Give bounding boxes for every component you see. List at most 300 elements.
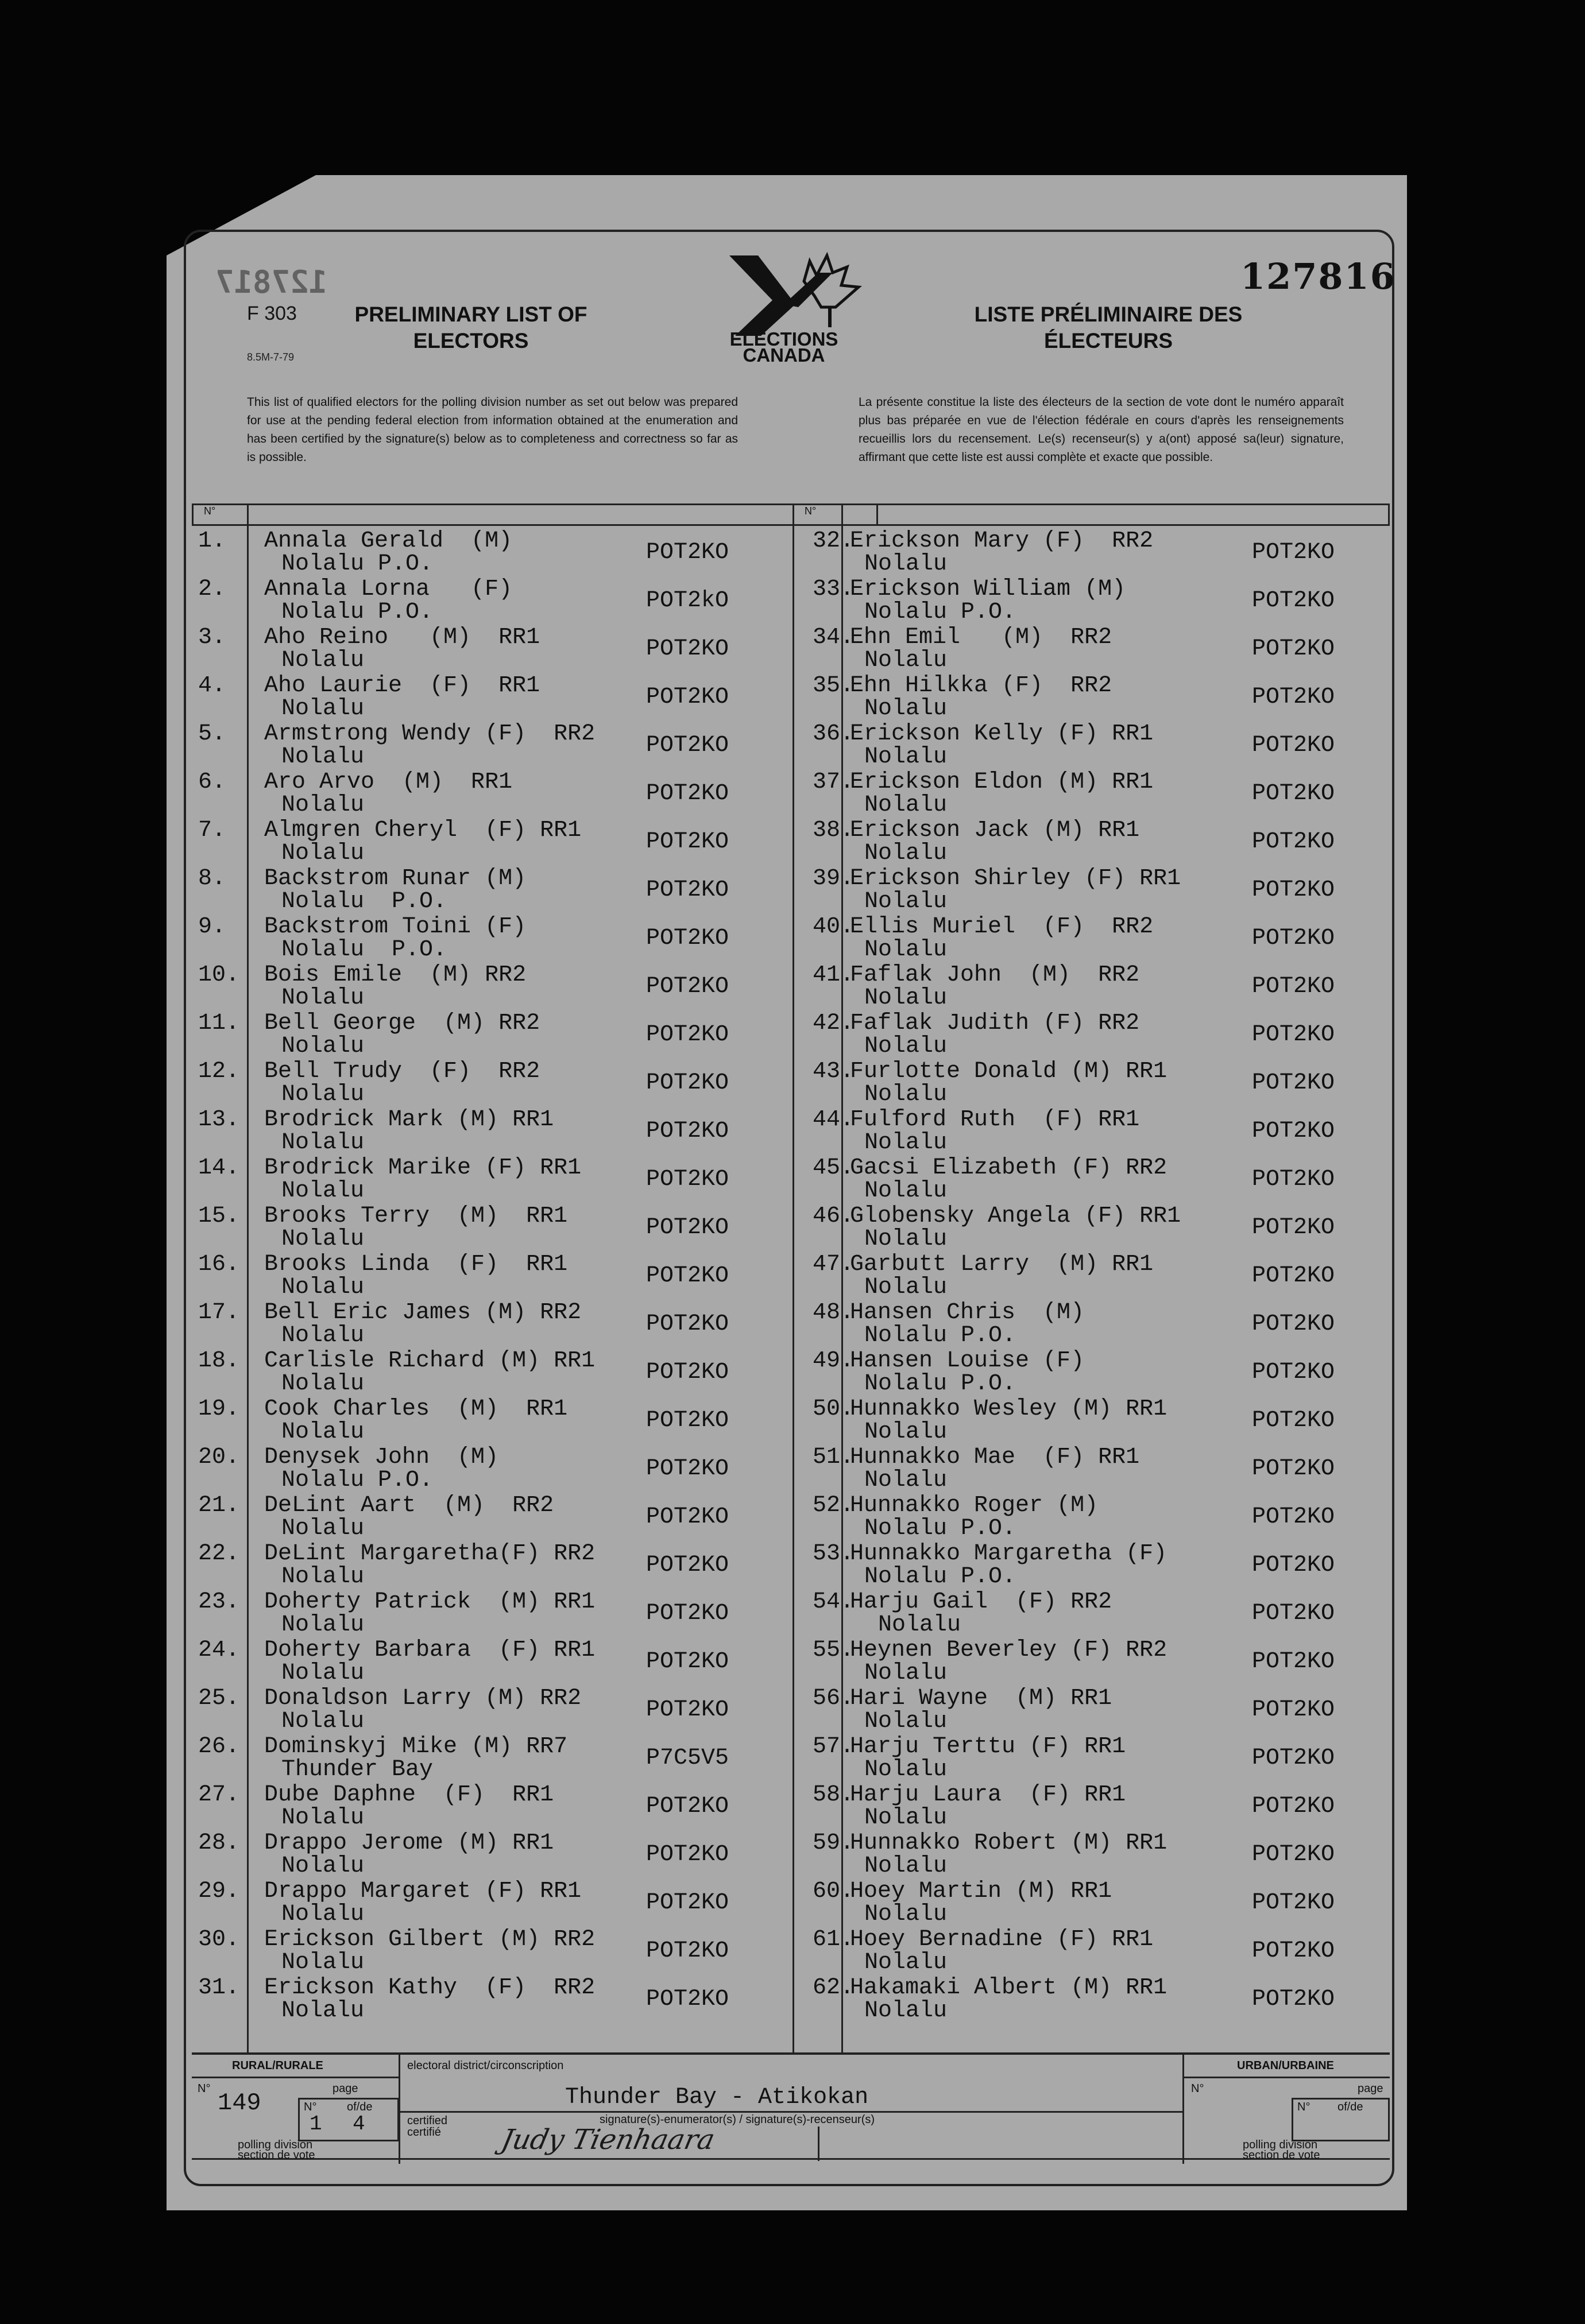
- elector-postal-code: POT2KO: [646, 1070, 729, 1096]
- elector-name: Faflak John (M) RR2: [850, 962, 1140, 988]
- elector-address: Nolalu: [281, 744, 365, 770]
- elector-number: 13.: [198, 1107, 240, 1133]
- elector-postal-code: POT2KO: [646, 1263, 729, 1289]
- elector-address: Nolalu: [864, 937, 948, 963]
- elector-number: 6.: [198, 769, 226, 795]
- elector-number: 58.: [813, 1782, 855, 1808]
- elector-address: Nolalu: [281, 1901, 365, 1927]
- elector-number: 30.: [198, 1927, 240, 1953]
- elector-number: 3.: [198, 625, 226, 650]
- district-rule: [399, 2111, 1182, 2113]
- elector-number: 62.: [813, 1975, 855, 2001]
- elector-address: Nolalu P.O.: [281, 937, 447, 963]
- elector-postal-code: POT2KO: [646, 1022, 729, 1048]
- elector-name: Hunnakko Roger (M): [850, 1493, 1099, 1519]
- elector-number: 22.: [198, 1541, 240, 1567]
- elector-number: 27.: [198, 1782, 240, 1808]
- elector-name: Harju Gail (F) RR2: [850, 1589, 1112, 1615]
- elector-postal-code: POT2KO: [1252, 684, 1335, 710]
- elector-postal-code: POT2KO: [646, 1456, 729, 1482]
- elector-postal-code: POT2KO: [1252, 1504, 1335, 1530]
- footer-rule-urban: [1182, 2077, 1390, 2078]
- elector-address: Nolalu: [281, 985, 365, 1011]
- elector-name: Brooks Terry (M) RR1: [264, 1203, 568, 1229]
- elector-address: Nolalu: [864, 1950, 948, 1976]
- certified-label: certified certifié: [407, 2114, 448, 2139]
- elector-number: 52.: [813, 1493, 855, 1519]
- elector-address: Nolalu: [281, 1950, 365, 1976]
- elector-name: Denysek John (M): [264, 1444, 499, 1470]
- elector-postal-code: POT2KO: [1252, 1167, 1335, 1192]
- elector-number: 44.: [813, 1107, 855, 1133]
- urban-label: URBAN/URBAINE: [1237, 2059, 1334, 2072]
- elector-number: 59.: [813, 1830, 855, 1856]
- elector-postal-code: POT2kO: [646, 588, 729, 614]
- elector-name: Bell Eric James (M) RR2: [264, 1300, 582, 1326]
- elector-row: [167, 818, 1407, 866]
- elector-row: [167, 1155, 1407, 1203]
- elector-number: 55.: [813, 1637, 855, 1663]
- elector-address: Nolalu: [864, 1082, 948, 1107]
- elector-name: Armstrong Wendy (F) RR2: [264, 721, 596, 747]
- urban-page-label: page: [1358, 2082, 1383, 2095]
- elector-postal-code: POT2KO: [646, 684, 729, 710]
- elector-address: Nolalu: [281, 1709, 365, 1734]
- elector-address: Nolalu: [281, 840, 365, 866]
- elector-address: Nolalu: [281, 1805, 365, 1831]
- elector-postal-code: POT2KO: [1252, 1794, 1335, 1819]
- elector-address: Nolalu: [864, 1998, 948, 2024]
- elector-postal-code: POT2KO: [1252, 1022, 1335, 1048]
- rural-label: RURAL/RURALE: [232, 2059, 323, 2072]
- elector-number: 24.: [198, 1637, 240, 1663]
- elector-row: [167, 528, 1407, 576]
- elector-number: 29.: [198, 1878, 240, 1904]
- elector-row: [167, 1927, 1407, 1975]
- elector-address: Nolalu: [281, 1516, 365, 1541]
- rural-no-label: N°: [198, 2082, 211, 2095]
- elector-postal-code: POT2KO: [646, 925, 729, 951]
- elector-postal-code: POT2KO: [1252, 877, 1335, 903]
- elector-postal-code: POT2KO: [1252, 733, 1335, 758]
- column-header-left: N°: [192, 503, 878, 525]
- elector-address: Nolalu: [864, 1757, 948, 1783]
- elector-row: [167, 1107, 1407, 1155]
- elector-address: Nolalu: [864, 1901, 948, 1927]
- elector-postal-code: POT2KO: [1252, 1601, 1335, 1626]
- elector-postal-code: P7C5V5: [646, 1745, 729, 1771]
- elector-number: 31.: [198, 1975, 240, 2001]
- elector-address: Nolalu: [864, 840, 948, 866]
- elector-name: Donaldson Larry (M) RR2: [264, 1686, 582, 1711]
- elector-row: [167, 1444, 1407, 1493]
- table-top-rule: [192, 503, 1390, 505]
- elector-number: 60.: [813, 1878, 855, 1904]
- elector-postal-code: POT2KO: [1252, 1456, 1335, 1482]
- elector-row: [167, 1830, 1407, 1878]
- elector-number: 43.: [813, 1059, 855, 1084]
- elector-name: Garbutt Larry (M) RR1: [850, 1252, 1154, 1277]
- elector-address: Nolalu: [864, 1467, 948, 1493]
- elector-address: Nolalu P.O.: [281, 889, 447, 915]
- elector-postal-code: POT2KO: [646, 733, 729, 758]
- elector-row: [167, 1203, 1407, 1252]
- elector-address: Nolalu P.O.: [864, 1371, 1016, 1397]
- elector-postal-code: POT2KO: [1252, 1697, 1335, 1723]
- elector-number: 50.: [813, 1396, 855, 1422]
- elector-name: Aho Reino (M) RR1: [264, 625, 540, 650]
- urban-no-label: N°: [1191, 2082, 1204, 2095]
- elector-address: Nolalu: [864, 1130, 948, 1156]
- elector-name: Brodrick Mark (M) RR1: [264, 1107, 554, 1133]
- elector-postal-code: POT2KO: [1252, 1890, 1335, 1916]
- elector-address: Nolalu: [281, 1371, 365, 1397]
- elector-address: Nolalu: [281, 1419, 365, 1445]
- intro-text-english: This list of qualified electors for the polling division number as set out below was prepared for use at the pending federal election from information obtained at the enumeration and has been certified by the signature(s) below as to completeness and correctness so far as is possible.: [247, 396, 738, 464]
- elector-address: Nolalu: [281, 696, 365, 722]
- elector-address: Nolalu: [864, 551, 948, 577]
- elector-postal-code: POT2KO: [646, 1552, 729, 1578]
- elector-postal-code: POT2KO: [646, 1601, 729, 1626]
- elector-name: Backstrom Runar (M): [264, 866, 527, 892]
- elector-number: 39.: [813, 866, 855, 892]
- elector-number: 35.: [813, 673, 855, 699]
- page-total: 4: [353, 2112, 365, 2136]
- elector-name: Aho Laurie (F) RR1: [264, 673, 540, 699]
- elector-postal-code: POT2KO: [1252, 588, 1335, 614]
- elector-name: Carlisle Richard (M) RR1: [264, 1348, 596, 1374]
- elector-number: 40.: [813, 914, 855, 940]
- elector-postal-code: POT2KO: [1252, 974, 1335, 1000]
- form-footer: [192, 2052, 1390, 2187]
- elector-name: Hansen Chris (M): [850, 1300, 1085, 1326]
- elector-number: 12.: [198, 1059, 240, 1084]
- elector-postal-code: POT2KO: [646, 1408, 729, 1434]
- elector-postal-code: POT2KO: [646, 829, 729, 855]
- elector-postal-code: POT2KO: [1252, 1070, 1335, 1096]
- elector-postal-code: POT2KO: [1252, 781, 1335, 807]
- elector-name: Hunnakko Mae (F) RR1: [850, 1444, 1140, 1470]
- elector-number: 54.: [813, 1589, 855, 1615]
- elector-number: 41.: [813, 962, 855, 988]
- elector-address: Nolalu: [864, 1275, 948, 1300]
- elector-number: 45.: [813, 1155, 855, 1181]
- intro-text-french: La présente constitue la liste des électeurs de la section de vote dont le numéro apparaît plus bas préparée en vue de l'élection fédérale en cours d'après les renseignements recueillis lors du recensement. Le(s) recenseur(s) y a(ont) apposé sa(leur) signature, affirmant que cette liste est aussi complète et exacte que possible.: [859, 396, 1344, 464]
- elector-name: Dube Daphne (F) RR1: [264, 1782, 554, 1808]
- elector-address: Nolalu: [864, 889, 948, 915]
- elector-number: 15.: [198, 1203, 240, 1229]
- elector-address: Nolalu: [281, 1178, 365, 1204]
- elector-row: [167, 576, 1407, 625]
- elector-postal-code: POT2KO: [1252, 1745, 1335, 1771]
- elector-postal-code: POT2KO: [646, 877, 729, 903]
- elector-number: 23.: [198, 1589, 240, 1615]
- elector-number: 7.: [198, 818, 226, 843]
- elector-row: [167, 1734, 1407, 1782]
- elector-address: Nolalu P.O.: [281, 1467, 434, 1493]
- elector-address: Nolalu: [864, 1612, 961, 1638]
- elector-number: 25.: [198, 1686, 240, 1711]
- elector-address: Nolalu P.O.: [281, 599, 434, 625]
- elector-name: Ellis Muriel (F) RR2: [850, 914, 1154, 940]
- elector-row: [167, 1589, 1407, 1637]
- elector-address: Nolalu: [281, 648, 365, 673]
- elector-name: Bell Trudy (F) RR2: [264, 1059, 540, 1084]
- elector-number: 49.: [813, 1348, 855, 1374]
- elector-postal-code: POT2KO: [646, 1697, 729, 1723]
- elector-name: Almgren Cheryl (F) RR1: [264, 818, 582, 843]
- elector-name: Harju Laura (F) RR1: [850, 1782, 1126, 1808]
- elector-list-sheet: [167, 175, 1407, 2210]
- elector-postal-code: POT2KO: [1252, 1938, 1335, 1964]
- elector-address: Nolalu: [281, 1226, 365, 1252]
- elector-address: Nolalu: [864, 1226, 948, 1252]
- elector-name: Cook Charles (M) RR1: [264, 1396, 568, 1422]
- elector-row: [167, 1975, 1407, 2023]
- elector-number: 38.: [813, 818, 855, 843]
- elector-row: [167, 1348, 1407, 1396]
- elector-row: [167, 1252, 1407, 1300]
- elector-postal-code: POT2KO: [1252, 829, 1335, 855]
- elector-number: 61.: [813, 1927, 855, 1953]
- elector-address: Nolalu: [281, 1130, 365, 1156]
- elector-row: [167, 1541, 1407, 1589]
- elector-postal-code: POT2KO: [1252, 1311, 1335, 1337]
- elector-row: [167, 1059, 1407, 1107]
- elector-number: 8.: [198, 866, 226, 892]
- elector-number: 14.: [198, 1155, 240, 1181]
- elector-address: Nolalu: [281, 1275, 365, 1300]
- urban-page-of-label: of/de: [1337, 2101, 1363, 2113]
- elector-name: Hoey Bernadine (F) RR1: [850, 1927, 1154, 1953]
- elector-number: 5.: [198, 721, 226, 747]
- elector-name: Erickson Kathy (F) RR2: [264, 1975, 596, 2001]
- table-header-rule: [192, 524, 1390, 526]
- elector-postal-code: POT2KO: [646, 1359, 729, 1385]
- elector-number: 48.: [813, 1300, 855, 1326]
- elector-name: Erickson Eldon (M) RR1: [850, 769, 1154, 795]
- elector-name: Heynen Beverley (F) RR2: [850, 1637, 1168, 1663]
- polling-label-urban: polling division section de vote: [1243, 2139, 1320, 2162]
- elector-row: [167, 721, 1407, 769]
- elector-number: 28.: [198, 1830, 240, 1856]
- elector-name: Ehn Emil (M) RR2: [850, 625, 1112, 650]
- elector-address: Nolalu P.O.: [864, 1516, 1016, 1541]
- elector-number: 37.: [813, 769, 855, 795]
- rural-page-label: page: [333, 2082, 358, 2095]
- elector-number: 1.: [198, 528, 226, 554]
- elector-address: Nolalu P.O.: [864, 599, 1016, 625]
- elector-row: [167, 1686, 1407, 1734]
- elector-address: Nolalu: [281, 1998, 365, 2024]
- elector-postal-code: POT2KO: [646, 1842, 729, 1868]
- elector-name: Doherty Barbara (F) RR1: [264, 1637, 596, 1663]
- elector-address: Nolalu P.O.: [281, 551, 434, 577]
- elector-number: 57.: [813, 1734, 855, 1760]
- elector-postal-code: POT2KO: [646, 1504, 729, 1530]
- elector-row: [167, 1493, 1407, 1541]
- elector-postal-code: POT2KO: [1252, 540, 1335, 565]
- elector-number: 53.: [813, 1541, 855, 1567]
- elector-number: 42.: [813, 1010, 855, 1036]
- elector-address: Nolalu: [281, 1853, 365, 1879]
- elector-postal-code: POT2KO: [1252, 925, 1335, 951]
- elector-name: Faflak Judith (F) RR2: [850, 1010, 1140, 1036]
- elector-row: [167, 1300, 1407, 1348]
- elector-address: Nolalu: [281, 1660, 365, 1686]
- elector-row: [167, 1637, 1407, 1686]
- elector-name: Erickson Kelly (F) RR1: [850, 721, 1154, 747]
- elector-address: Nolalu: [864, 1033, 948, 1059]
- elector-name: Aro Arvo (M) RR1: [264, 769, 513, 795]
- elector-postal-code: POT2KO: [646, 1794, 729, 1819]
- elector-address: Nolalu: [864, 1709, 948, 1734]
- elector-name: Erickson William (M): [850, 576, 1126, 602]
- polling-division-number: 149: [218, 2089, 261, 2117]
- elector-address: Nolalu: [864, 696, 948, 722]
- elector-number: 32.: [813, 528, 855, 554]
- district-label: electoral district/circonscription: [407, 2059, 564, 2072]
- footer-rule-rural: [192, 2077, 399, 2078]
- elector-number: 2.: [198, 576, 226, 602]
- elector-address: Nolalu: [281, 792, 365, 818]
- elector-name: Furlotte Donald (M) RR1: [850, 1059, 1168, 1084]
- elector-name: Hunnakko Margaretha (F): [850, 1541, 1168, 1567]
- elector-number: 33.: [813, 576, 855, 602]
- elector-address: Nolalu: [281, 1033, 365, 1059]
- elector-name: Hari Wayne (M) RR1: [850, 1686, 1112, 1711]
- elector-postal-code: POT2KO: [646, 636, 729, 662]
- elector-postal-code: POT2KO: [1252, 1215, 1335, 1241]
- elector-postal-code: POT2KO: [646, 1118, 729, 1144]
- elector-number: 34.: [813, 625, 855, 650]
- elector-postal-code: POT2KO: [646, 1938, 729, 1964]
- elector-name: Bell George (M) RR2: [264, 1010, 540, 1036]
- signature-divider: [818, 2127, 819, 2161]
- elector-row: [167, 1878, 1407, 1927]
- elector-number: 36.: [813, 721, 855, 747]
- elector-number: 51.: [813, 1444, 855, 1470]
- elector-number: 9.: [198, 914, 226, 940]
- elector-postal-code: POT2KO: [646, 974, 729, 1000]
- electoral-district: Thunder Bay - Atikokan: [565, 2085, 869, 2110]
- elector-name: Hoey Martin (M) RR1: [850, 1878, 1112, 1904]
- elector-row: [167, 866, 1407, 914]
- elector-address: Nolalu: [864, 985, 948, 1011]
- elector-name: Doherty Patrick (M) RR1: [264, 1589, 596, 1615]
- elector-address: Nolalu: [864, 1178, 948, 1204]
- elector-address: Nolalu: [864, 1853, 948, 1879]
- elector-name: Ehn Hilkka (F) RR2: [850, 673, 1112, 699]
- elector-postal-code: POT2KO: [1252, 1408, 1335, 1434]
- page-no-label: N°: [304, 2101, 317, 2113]
- elector-row: [167, 673, 1407, 721]
- title-english: PRELIMINARY LIST OF ELECTORS: [354, 303, 587, 353]
- elector-name: DeLint Aart (M) RR2: [264, 1493, 554, 1519]
- elector-row: [167, 769, 1407, 818]
- elector-postal-code: POT2KO: [1252, 1842, 1335, 1868]
- form-print-code: 8.5M-7-79: [247, 351, 295, 363]
- elector-postal-code: POT2KO: [1252, 1263, 1335, 1289]
- elector-number: 56.: [813, 1686, 855, 1711]
- elector-number: 26.: [198, 1734, 240, 1760]
- elector-number: 4.: [198, 673, 226, 699]
- elector-postal-code: POT2KO: [646, 1311, 729, 1337]
- logo-wordmark: ELECTIONS CANADA: [729, 328, 838, 366]
- elector-name: Drappo Jerome (M) RR1: [264, 1830, 554, 1856]
- elector-row: [167, 625, 1407, 673]
- elector-address: Nolalu: [864, 1660, 948, 1686]
- elector-name: Globensky Angela (F) RR1: [850, 1203, 1181, 1229]
- elector-name: Brodrick Marike (F) RR1: [264, 1155, 582, 1181]
- reverse-serial-number: 127817: [215, 264, 328, 300]
- elector-postal-code: POT2KO: [1252, 1552, 1335, 1578]
- elector-address: Nolalu: [864, 1419, 948, 1445]
- serial-number: 127816: [1240, 255, 1396, 297]
- elector-row: [167, 1782, 1407, 1830]
- elector-postal-code: POT2KO: [646, 1649, 729, 1675]
- elector-number: 17.: [198, 1300, 240, 1326]
- elector-name: DeLint Margaretha(F) RR2: [264, 1541, 596, 1567]
- elector-address: Nolalu: [864, 792, 948, 818]
- page-of-label: of/de: [347, 2101, 373, 2113]
- elector-address: Nolalu P.O.: [864, 1564, 1016, 1590]
- elector-address: Nolalu: [281, 1564, 365, 1590]
- elector-name: Gacsi Elizabeth (F) RR2: [850, 1155, 1168, 1181]
- elector-address: Thunder Bay: [281, 1757, 434, 1783]
- elector-postal-code: POT2KO: [1252, 636, 1335, 662]
- footer-bottom-rule: [192, 2158, 1390, 2160]
- elector-row: [167, 962, 1407, 1010]
- elector-postal-code: POT2KO: [646, 1167, 729, 1192]
- elector-number: 19.: [198, 1396, 240, 1422]
- elector-name: Hunnakko Robert (M) RR1: [850, 1830, 1168, 1856]
- elector-postal-code: POT2KO: [1252, 1986, 1335, 2012]
- elector-address: Nolalu: [281, 1082, 365, 1107]
- elector-name: Backstrom Toini (F): [264, 914, 527, 940]
- form-number: F 303: [247, 303, 297, 324]
- elector-postal-code: POT2KO: [1252, 1118, 1335, 1144]
- elector-name: Erickson Gilbert (M) RR2: [264, 1927, 596, 1953]
- elector-name: Brooks Linda (F) RR1: [264, 1252, 568, 1277]
- elector-name: Annala Lorna (F): [264, 576, 513, 602]
- elector-postal-code: POT2KO: [1252, 1649, 1335, 1675]
- elector-address: Nolalu: [281, 1612, 365, 1638]
- elector-address: Nolalu P.O.: [864, 1323, 1016, 1349]
- elector-number: 18.: [198, 1348, 240, 1374]
- elector-number: 16.: [198, 1252, 240, 1277]
- elector-postal-code: POT2KO: [646, 1890, 729, 1916]
- elector-name: Hakamaki Albert (M) RR1: [850, 1975, 1168, 2001]
- elector-name: Annala Gerald (M): [264, 528, 513, 554]
- elector-row: [167, 1010, 1407, 1059]
- elector-number: 11.: [198, 1010, 240, 1036]
- elector-number: 20.: [198, 1444, 240, 1470]
- urban-page-no-label: N°: [1297, 2101, 1310, 2113]
- elector-name: Harju Terttu (F) RR1: [850, 1734, 1126, 1760]
- enumerator-signature: Judy Tienhaara: [498, 2124, 718, 2156]
- elector-number: 47.: [813, 1252, 855, 1277]
- elector-name: Erickson Mary (F) RR2: [850, 528, 1154, 554]
- column-header-right: N°: [792, 503, 1390, 525]
- page-number: 1: [310, 2112, 322, 2136]
- elector-number: 46.: [813, 1203, 855, 1229]
- elector-address: Nolalu: [864, 1805, 948, 1831]
- elector-address: Nolalu: [281, 1323, 365, 1349]
- elector-number: 10.: [198, 962, 240, 988]
- elector-postal-code: POT2KO: [646, 540, 729, 565]
- elector-row: [167, 1396, 1407, 1444]
